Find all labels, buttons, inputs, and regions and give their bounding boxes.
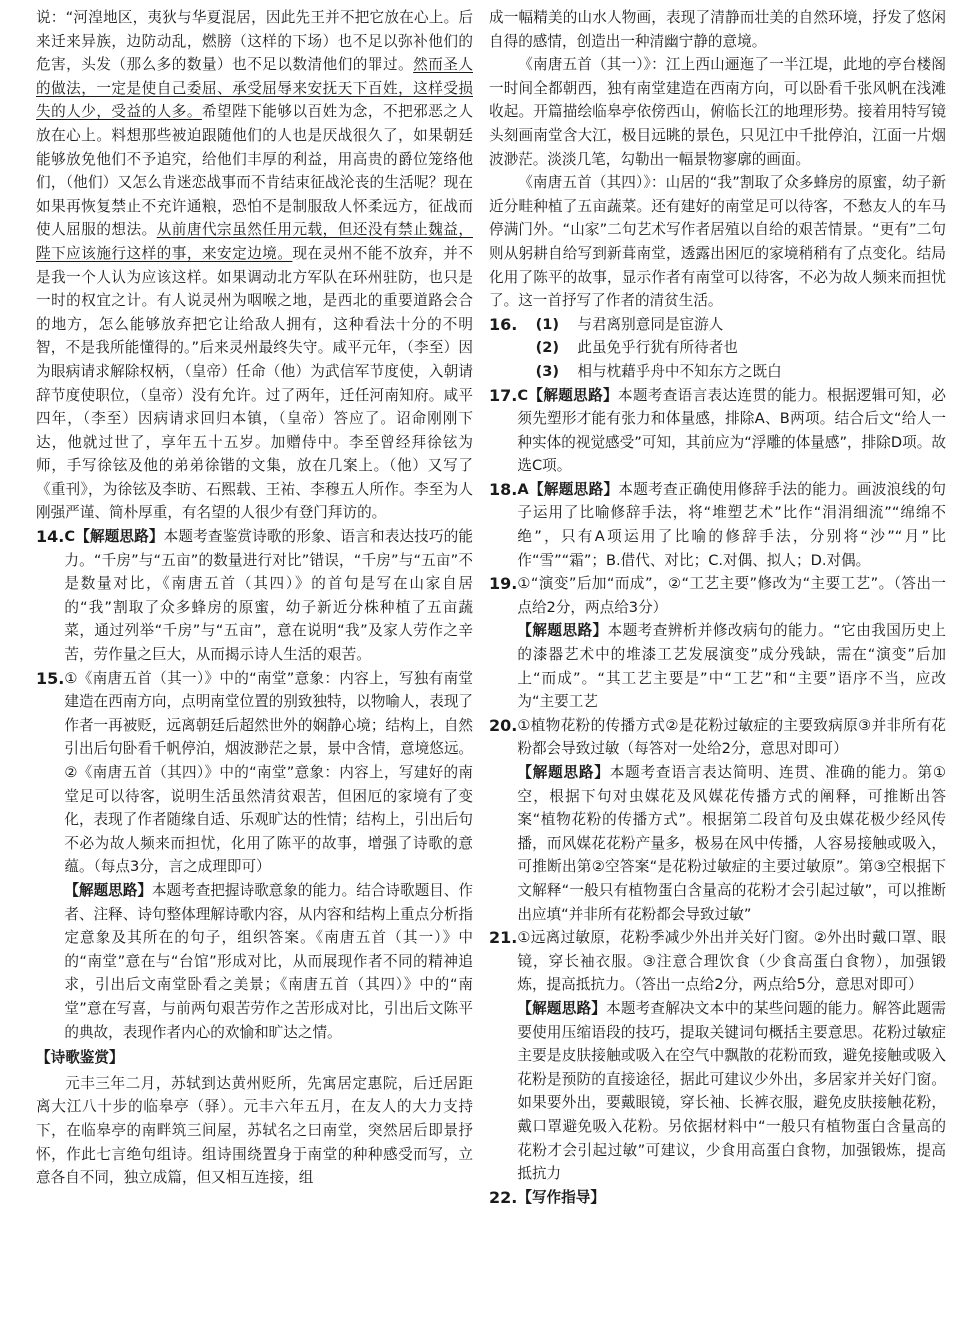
left-column [36, 6, 473, 1338]
question-18 [489, 478, 946, 572]
appreciation-continued: 成一幅精美的山水人物画，表现了清静而壮美的自然环境，抒发了悠闲自得的感情，创造出一种清幽宁静的意境。 [489, 9, 946, 50]
answer-text: ①《南唐五首（其一）》中的“南堂”意象：内容上，写独有南堂建造在西南方向，点明南堂位置的别致独特，以物喻人，表现了作者一再被贬，远离朝廷后超然世外的娴静心境；结构上，自然引出后句卧看千帆停泊，烟波渺茫之景，景中含情，意境悠远。②《南唐五首（其四）》中的“南堂”意象：内容上，写建好的南堂足可以待客，说明生活虽然清贫艰苦，但困厄的家境有了变化，表现了作者随缘自适、乐观旷达的性情；结构上，引出后句不必为故人频来而担忧，化用了陈平的故事，增强了诗歌的意蕴。（每点3分，言之成理即可） [64, 669, 474, 876]
analysis-tag: 【解题思路】 [75, 528, 164, 546]
answer-text: ①植物花粉的传播方式②是花粉过敏症的主要致病原③并非所有花粉都会导致过敏（每答对一处给2分，意思对即可） [517, 716, 946, 758]
analysis-tag: 【解题思路】 [528, 480, 619, 498]
poem-one-analysis: 《南唐五首（其一）》：江上西山逦迤了一半江堤，此地的亭台楼阁一时间全都朝西，独有南堂建造在西南方向，可以卧看千张风帆在浅滩收起。开篇描绘临皋亭依傍西山，俯临长江的地理形势。接着用特写镜头刻画南堂含大江，极目远眺的景色，只见江中千批停泊，江面一片烟波渺茫。淡淡几笔，勾勒出一幅景物寥廓的画面。 [489, 56, 946, 168]
question-14 [36, 525, 473, 667]
question-21 [489, 926, 946, 1186]
analysis-text: 本题考查语言表达连贯的能力。根据逻辑可知，必须先塑形才能有张力和体量感，排除A、B两项。结合后文“给人一种实体的视觉感受”可知，其前应为“浮雕的体量感”，排除D项。故选C项。 [517, 386, 946, 475]
question-number: 16. [489, 314, 518, 334]
question-number: 15. [36, 668, 65, 688]
analysis-tag: 【解题思路】 [517, 622, 608, 640]
analysis-tag: 【解题思路】 [517, 999, 607, 1017]
underlined-sentence-2: 从前唐代宗虽然任用元载，但还没有禁止魏益，陛下应该施行这样的事，来安定边境。 [36, 221, 473, 262]
right-column [489, 6, 946, 1338]
answer-letter: C [64, 528, 76, 546]
question-number: 17. [489, 385, 518, 405]
poem-four-analysis: 《南唐五首（其四）》：山居的“我”割取了众多蜂房的原蜜，幼子新近分畦种植了五亩蔬菜。还有建好的南堂足可以待客，不愁友人的车马停满门外。“山家”二句艺术写作者居殖以自给的艰苦情景。“更有”二句则从躬耕自给写到新葺南堂，透露出困厄的家境稍稍有了点变化。结局化用了陈平的故事，显示作者有南堂可以待客，不必为故人频来而担忧了。这一首抒写了作者的清贫生活。 [489, 174, 946, 310]
question-number: 19. [489, 574, 518, 594]
analysis-tag: 【解题思路】 [528, 386, 618, 404]
question-number: 22. [489, 1187, 518, 1207]
question-number: 14. [36, 527, 65, 547]
question-16 [489, 313, 946, 384]
answer-letter: C [517, 386, 529, 404]
answer-letter: A [517, 480, 529, 498]
answer-text: ①“演变”后加“而成”，②“工艺主要”修改为“主要工艺”。（答出一点给2分，两点给3分） [517, 575, 946, 616]
analysis-text: 本题考查语言表达简明、连贯、准确的能力。第①空，根据下句对虫媒花及风媒花传播方式的阐释，可推断出答案“植物花粉的传播方式”。根据第二段首句及虫媒花极少经风传播，而风媒花花粉产量多，极易在风中传播，人容易接触或吸入，可推断出第②空答案“是花粉过敏症的主要过敏原”。第③空根据下文解释“一般只有植物蛋白含量高的花粉才会引起过敏”，可以推断出应填“并非所有花粉都会导致过敏” [517, 764, 946, 923]
writing-guide-tag: 【写作指导】 [517, 1188, 605, 1206]
question-19 [489, 572, 946, 714]
underlined-sentence: 然而圣人的做法，一定是使自己委屈、承受屈辱来安抚天下百姓，这样受损失的人少，受益的人多。 [36, 56, 474, 121]
analysis-text: 本题考查鉴赏诗歌的形象、语言和表达技巧的能力。“千房”与“五亩”的数量进行对比”错误，“千房”与“五亩”不是数量对比，《南唐五首（其四）》的首句是写在山家自居的“我”割取了众多蜂房的原蜜，幼子新近分株种植了五亩蔬菜，通过列举“千房”与“五亩”，意在说明“我”及家人劳作之辛苦，劳作量之巨大，从而揭示诗人生活的艰苦。 [64, 528, 474, 664]
analysis-tag: 【解题思路】 [64, 881, 152, 899]
translation-paragraph: 说：“河湟地区，夷狄与华夏混居，因此先王并不把它放在心上。后来迁来异族，边防动乱，燃膀（这样的下场）也不足以弥补他们的危害，头发（那么多的数量）也不足以数清他们的罪过。然而圣人的做法，一定是使自己委屈、承受屈辱来安抚天下百姓，这样受损失的人少，受益的人多。希望陛下能够以百姓为念，不把邪恶之人放在心上。料想那些被迫跟随他们的人也是厌战很久了，如果朝廷能够放免他们不予追究，给他们丰厚的利益，用高贵的爵位笼络他们，（他们）又怎么肯迷恋战事而不肯结束征战沦丧的生活呢？现在如果再恢复禁止不充许通粮，恐怕不是制服敌人怀柔远方，征战而使人屈服的想法。从前唐代宗虽然任用元载，但还没有禁止魏益，陛下应该施行这样的事，来安定边境。现在灵州不能不放弃，并不是我一个人认为应该这样。如果调动北方军队在环州驻防，也只是一时的权宜之计。有人说灵州为咽喉之地，是西北的重要道路会合的地方，怎么能够放弃把它让给敌人拥有，这种看法十分的不明智，不是我所能懂得的。”后来灵州最终失守。咸平元年，（李至）因为眼病请求解除权柄，（皇帝）任命（他）为武信军节度使，入朝请辞节度使职位，（皇帝）没有允许。过了两年，迁任河南知府。咸平四年，（李至）因病请求回归本镇，（皇帝）答应了。诏命刚刚下达，他就过世了，享年五十五岁。加赠侍中。李至曾经拜徐铉为师，手写徐铉及他的弟弟徐锴的文集，放在几案上。（他）又写了《重刊》，为徐铉及李昉、石熙载、王祐、李穆五人所作。李至为人刚强严谨、简朴厚重，有名望的人很少有登门拜访的。 [36, 9, 474, 522]
answer-line: (1) 与君离别意同是宦游人 [535, 315, 724, 333]
section-heading: 【诗歌鉴赏】 [36, 1049, 124, 1067]
question-15 [36, 667, 473, 1045]
question-22 [489, 1186, 946, 1210]
question-number: 18. [489, 479, 518, 499]
answer-text: ①远离过敏原，花粉季减少外出并关好门窗。②外出时戴口罩、眼镜，穿长袖衣服。③注意合理饮食（少食高蛋白食物），加强锻炼，提高抵抗力。（答出一点给2分，两点给5分，意思对即可） [517, 929, 946, 994]
question-20 [489, 714, 946, 926]
answer-line: (3) 相与枕藉乎舟中不知东方之既白 [535, 362, 782, 380]
question-number: 20. [489, 715, 518, 735]
analysis-text: 本题考查解决文本中的某些问题的能力。解答此题需要使用压缩语段的技巧，提取关键词句概括主要意思。花粉过敏症主要是皮肤接触或吸入在空气中飘散的花粉而致，避免接触或吸入花粉是预防的直接途径，据此可建议少外出，多居家并关好门窗。如果要外出，要戴眼镜，穿长袖、长裤衣服，避免皮肤接触花粉，戴口罩避免吸入花粉。另依据材料中“一般只有植物蛋白含量高的花粉才会引起过敏”可建议，少食用高蛋白食物，加强锻炼，提高抵抗力 [517, 999, 946, 1183]
analysis-tag: 【解题思路】 [517, 764, 610, 781]
analysis-text: 本题考查辨析并修改病句的能力。“它由我国历史上的漆器艺术中的堆漆工艺发展演变”成分残缺，需在“演变”后加上“而成”。“其工艺主要是”中“工艺”和“主要”语序不当，应改为“主要工艺 [517, 622, 946, 711]
question-17 [489, 384, 946, 478]
analysis-text: 本题考查正确使用修辞手法的能力。画波浪线的句子运用了比喻修辞手法，将“堆塑艺术”比作“涓涓细流”“绵绵不绝”，只有A项运用了比喻的修辞手法，分别将“沙”“月”比作“雪”“霜”；B.借代、对比；C.对偶、拟人；D.对偶。 [517, 480, 946, 569]
question-number: 21. [489, 928, 518, 948]
poem-appreciation: 元丰三年二月，苏轼到达黄州贬所，先寓居定惠院，后迁居距离大江八十步的临皋亭（驿）。元丰六年五月，在友人的大力支持下，在临皋亭的南畔筑三间屋，苏轼名之曰南堂，突然居后即景抒怀，作此七言绝句组诗。组诗围绕置身于南堂的种种感受而写，立意各自不同，独立成篇，但又相互连接，组 [36, 1074, 474, 1187]
answer-line: (2) 此虽免乎行犹有所待者也 [535, 339, 738, 357]
analysis-text: 本题考查把握诗歌意象的能力。结合诗歌题目、作者、注释、诗句整体理解诗歌内容，从内容和结构上重点分析指定意象及其所在的句子，组织答案。《南唐五首（其一）》中的“南堂”意在与“台馆”形成对比，从而展现作者不同的精神追求，引出后文南堂卧看之美景；《南唐五首（其四）》中的“南堂”意在写喜，与前两句艰苦劳作之苦形成对比，引出后文陈平的典故，表现作者内心的欢愉和旷达之情。 [64, 881, 474, 1041]
